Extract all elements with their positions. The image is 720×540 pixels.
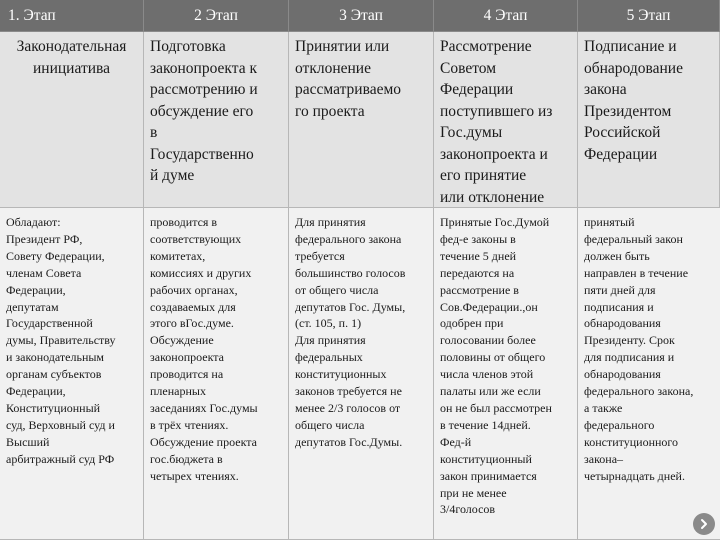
stage-5-details: принятый федеральный закон должен быть направлен в течение пяти дней для подписания и обнародования Президенту. Срок для подписания и обнародования федерального закона, а также федерального конституционного закона– четырнадцать дней. bbox=[578, 208, 720, 540]
stage-5-name: Подписание и обнародование закона Президентом Российской Федерации bbox=[578, 32, 720, 208]
header-stage-3: 3 Этап bbox=[289, 0, 434, 32]
next-slide-button[interactable] bbox=[693, 513, 715, 535]
header-stage-2: 2 Этап bbox=[144, 0, 289, 32]
stage-3-name: Принятии или отклонение рассматриваемо го проекта bbox=[289, 32, 434, 208]
stage-4-details: Принятые Гос.Думой фед-е законы в течение 5 дней передаются на рассмотрение в Сов.Федерации.,он одобрен при голосовании более половины от общего числа членов этой палаты или же если он не был рассмотрен в течение 14дней. Фед-й конституционный закон принимается при не менее 3/4голосов bbox=[434, 208, 578, 540]
stage-1-name: Законодательная инициатива bbox=[0, 32, 144, 208]
stage-3-details: Для принятия федерального закона требуется большинство голосов от общего числа депутатов Гос. Думы, (ст. 105, п. 1) Для принятия федеральных конституционных законов требуется не менее 2/3 голосов от общего числа депутатов Гос.Думы. bbox=[289, 208, 434, 540]
header-stage-1: 1. Этап bbox=[0, 0, 144, 32]
stage-2-details: проводится в соответствующих комитетах, комиссиях и других рабочих органах, создаваемых для этого вГос.думе. Обсуждение законопроекта проводится на пленарных заседаниях Гос.думы в трёх чтениях. Обсуждение проекта гос.бюджета в четырех чтениях. bbox=[144, 208, 289, 540]
header-stage-4: 4 Этап bbox=[434, 0, 578, 32]
stage-4-name: Рассмотрение Советом Федерации поступившего из Гос.думы законопроекта и его принятие или отклонение bbox=[434, 32, 578, 208]
chevron-right-icon bbox=[698, 518, 710, 530]
stage-1-details: Обладают: Президент РФ, Совету Федерации, членам Совета Федерации, депутатам Государственной думы, Правительству и законодательным органам субъектов Федерации, Конституционный суд, Верховный суд и Высший арбитражный суд РФ bbox=[0, 208, 144, 540]
stage-2-name: Подготовка законопроекта к рассмотрению и обсуждение его в Государственно й думе bbox=[144, 32, 289, 208]
header-stage-5: 5 Этап bbox=[578, 0, 720, 32]
